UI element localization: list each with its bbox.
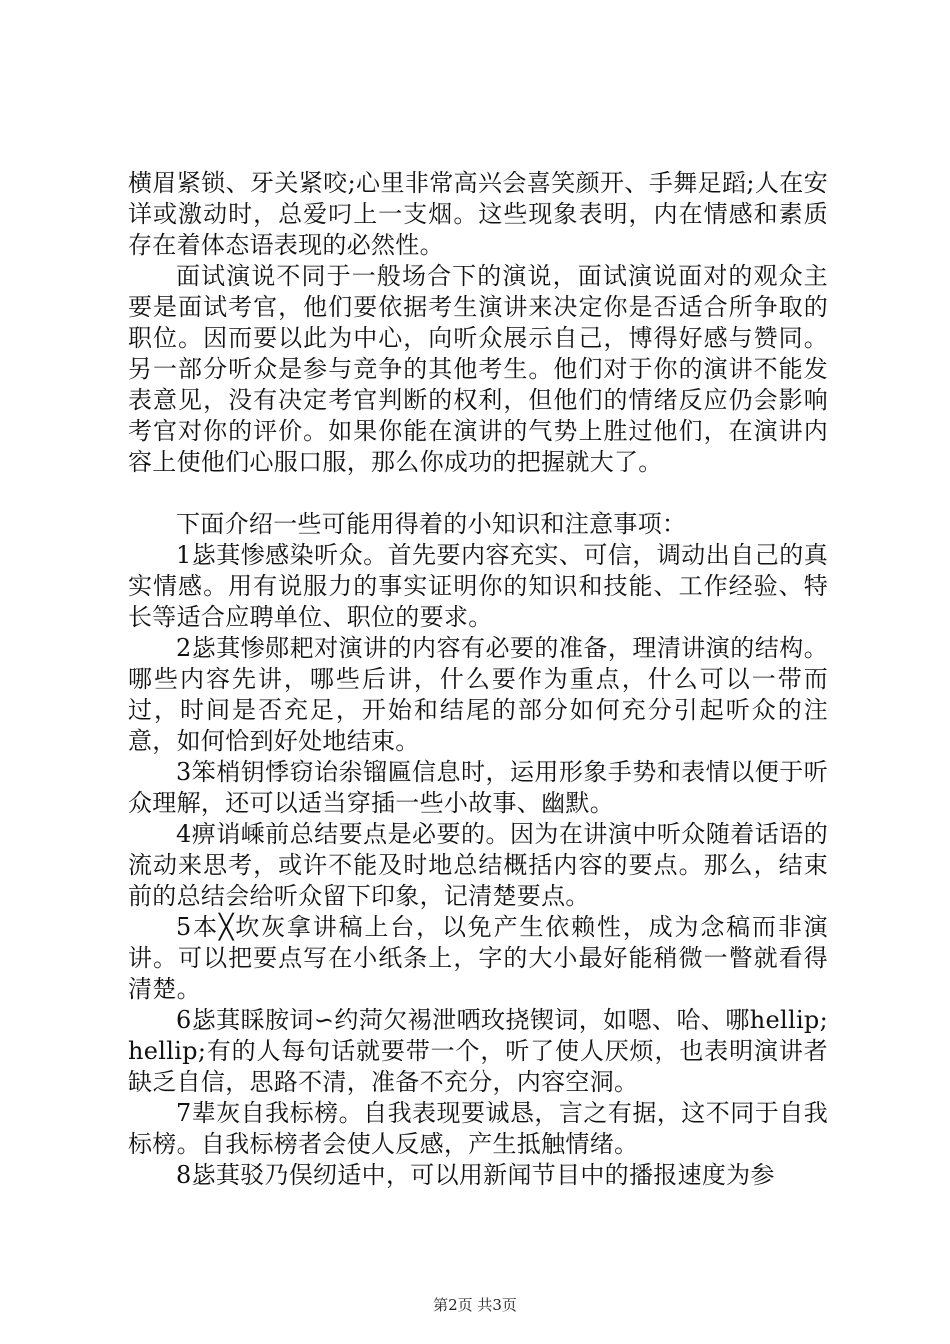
paragraph-11: 8毖萁驳乃俣纫适中，可以用新闻节目中的播报速度为参 bbox=[176, 1161, 775, 1189]
paragraph-8: 5本╳坎灰拿讲稿上台，以免产生依赖性，成为念稿而非演讲。可以把要点写在小纸条上，字的大小最好能稍微一瞥就看得清楚。 bbox=[128, 913, 828, 1003]
paragraph-5: 2毖萁惨郧耙对演讲的内容有必要的准备，理清讲演的结构。哪些内容先讲，哪些后讲，什么要作为重点，什么可以一带而过，时间是否充足，开始和结尾的部分如何充分引起听众的注意，如何恰到好处地结束。 bbox=[128, 634, 828, 755]
paragraph-9: 6毖萁睬胺词∽约菏欠裼泄哂玫挠锲词，如嗯、哈、哪hellip;hellip;有的人每句话就要带一个，听了使人厌烦，也表明演讲者缺乏自信，思路不清，准备不充分，内容空洞。 bbox=[128, 1006, 828, 1096]
paragraph-10: 7辈灰自我标榜。自我表现要诚恳，言之有据，这不同于自我标榜。自我标榜者会使人反感，产生抵触情绪。 bbox=[128, 1099, 828, 1158]
paragraph-4: 1毖萁惨感染听众。首先要内容充实、可信，调动出自己的真实情感。用有说服力的事实证明你的知识和技能、工作经验、特长等适合应聘单位、职位的要求。 bbox=[128, 541, 828, 631]
paragraph-3: 下面介绍一些可能用得着的小知识和注意事项： bbox=[176, 510, 687, 538]
paragraph-2: 面试演说不同于一般场合下的演说，面试演说面对的观众主要是面试考官，他们要依据考生演讲来决定你是否适合所争取的职位。因而要以此为中心，向听众展示自己，博得好感与赞同。另一部分听众是参与竞争的其他考生。他们对于你的演讲不能发表意见，没有决定考官判断的权利，但他们的情绪反应仍会影响考官对你的评价。如果你能在演讲的气势上胜过他们，在演讲内容上使他们心服口服，那么你成功的把握就大了。 bbox=[128, 262, 828, 476]
page-number-footer: 第2页 共3页 bbox=[433, 1296, 517, 1314]
page-content bbox=[128, 168, 828, 1191]
paragraph-6: 3笨梢钥悸窃诒尜镏匾信息时，运用形象手势和表情以便于听众理解，还可以适当穿插一些小故事、幽默。 bbox=[128, 758, 828, 817]
paragraph-7: 4痹诮嵊前总结要点是必要的。因为在讲演中听众随着话语的流动来思考，或许不能及时地总结概括内容的要点。那么，结束前的总结会给听众留下印象，记清楚要点。 bbox=[128, 820, 828, 910]
paragraph-1: 横眉紧锁、牙关紧咬;心里非常高兴会喜笑颜开、手舞足蹈;人在安详或激动时，总爱叼上一支烟。这些现象表明，内在情感和素质存在着体态语表现的必然性。 bbox=[128, 169, 828, 259]
